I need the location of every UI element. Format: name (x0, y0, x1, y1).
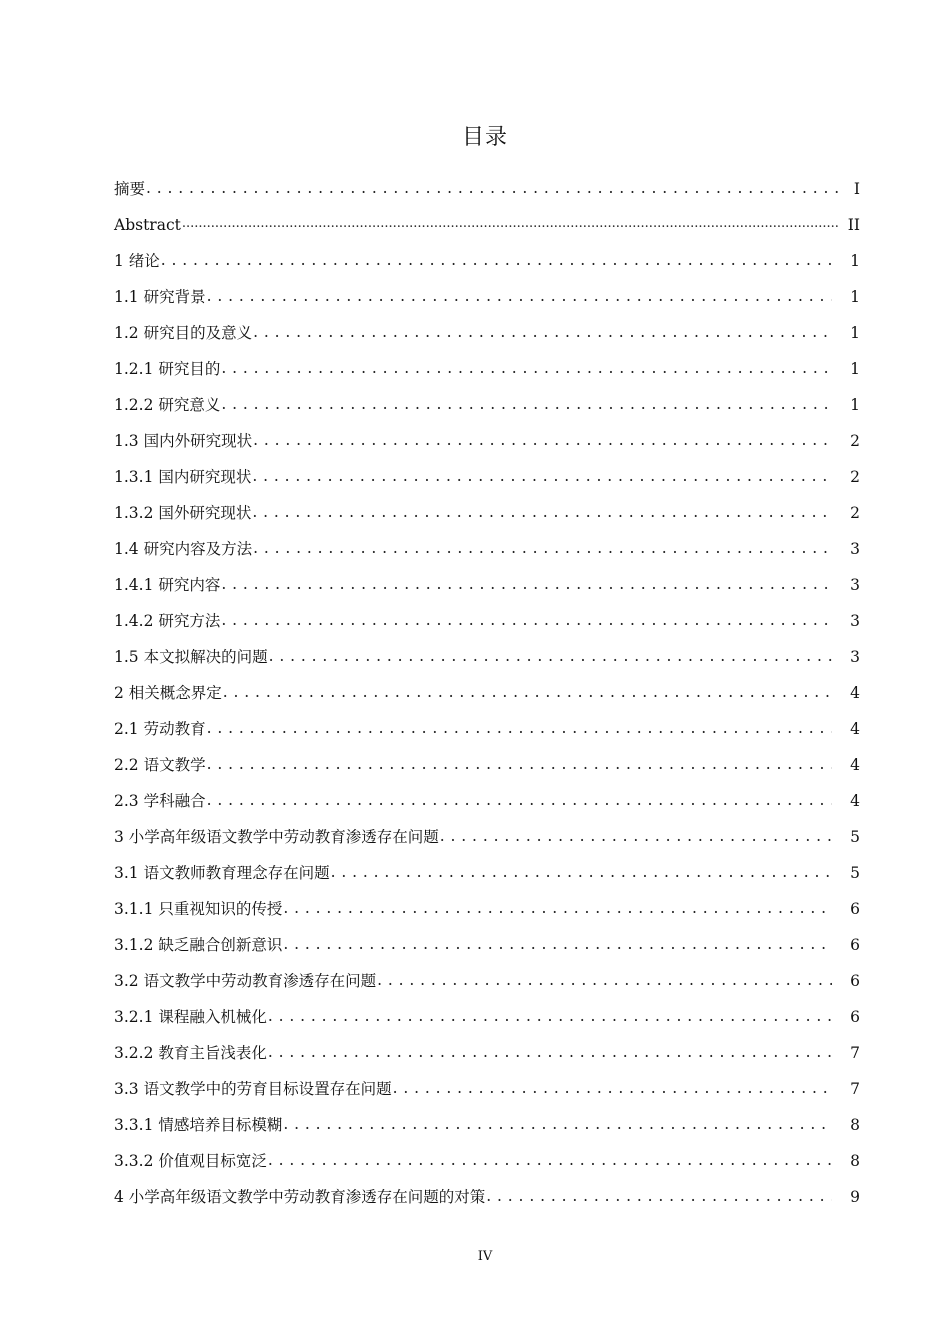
toc-leader-dots (269, 645, 832, 667)
toc-leader-dots (221, 357, 832, 379)
toc-entry[interactable] (114, 272, 860, 308)
toc-entry-page: 7 (850, 1044, 860, 1062)
toc-entry-label: 3.2.2 教育主旨浅表化 (114, 1044, 267, 1062)
toc-entry-page: II (847, 216, 860, 234)
toc-leader-dots (253, 537, 832, 559)
toc-entry[interactable] (114, 1064, 860, 1100)
toc-leader-dots (253, 321, 832, 343)
toc-entry[interactable] (114, 632, 860, 668)
toc-entry-page: 6 (850, 936, 860, 954)
toc-entry-label: 1.2.1 研究目的 (114, 360, 221, 378)
toc-leader-dots (207, 285, 832, 307)
toc-entry[interactable] (114, 884, 860, 920)
toc-entry-label: 3.1.1 只重视知识的传授 (114, 900, 283, 918)
toc-entry-label: 摘要 (114, 180, 146, 198)
toc-leader-dots (252, 501, 832, 523)
toc-entry-label: 3.2.1 课程融入机械化 (114, 1008, 267, 1026)
toc-entry[interactable] (114, 956, 860, 992)
toc-leader-dots (268, 1149, 832, 1171)
toc-entry-label: 4 小学高年级语文教学中劳动教育渗透存在问题的对策 (114, 1188, 486, 1206)
toc-leader-dots (268, 1041, 832, 1063)
toc-entry[interactable] (114, 452, 860, 488)
toc-entry[interactable] (114, 488, 860, 524)
toc-entry-page: 3 (850, 612, 860, 630)
toc-entry-page: 3 (850, 540, 860, 558)
toc-entry-label: 3.3 语文教学中的劳育目标设置存在问题 (114, 1080, 392, 1098)
toc-entry[interactable] (114, 1136, 860, 1172)
toc-leader-dots (283, 933, 832, 955)
toc-entry[interactable] (114, 344, 860, 380)
toc-leader-dots (223, 681, 832, 703)
toc-entry[interactable] (114, 308, 860, 344)
toc-entry-page: 4 (850, 756, 860, 774)
toc-entry-label: 2.3 学科融合 (114, 792, 206, 810)
toc-entry[interactable] (114, 776, 860, 812)
toc-leader-dots (252, 465, 832, 487)
toc-entry-label: 2.1 劳动教育 (114, 720, 206, 738)
toc-entry-label: 3.3.2 价值观目标宽泛 (114, 1152, 267, 1170)
toc-entry[interactable] (114, 848, 860, 884)
page-number-footer: IV (477, 1249, 493, 1264)
toc-entry[interactable] (114, 920, 860, 956)
toc-entry[interactable] (114, 1172, 860, 1208)
toc-entry-page: 5 (850, 864, 860, 882)
toc-entry-page: 5 (850, 828, 860, 846)
toc-leader-dots (207, 789, 832, 811)
toc-entry-page: 3 (850, 576, 860, 594)
toc-entry-label: 1.2.2 研究意义 (114, 396, 221, 414)
toc-leader-dots (283, 1113, 832, 1135)
toc-entry-label: 1.2 研究目的及意义 (114, 324, 253, 342)
toc-leader-dots (221, 393, 832, 415)
toc-leader-dots (146, 177, 840, 199)
toc-entry-page: 4 (850, 684, 860, 702)
toc-entry-page: 9 (850, 1188, 860, 1206)
toc-entry-page: 1 (850, 396, 860, 414)
toc-entry-page: I (853, 180, 860, 198)
toc-entry-page: 1 (850, 324, 860, 342)
toc-entry-page: 1 (850, 360, 860, 378)
toc-entry[interactable] (114, 740, 860, 776)
toc-entry[interactable] (114, 704, 860, 740)
toc-entry-page: 4 (850, 720, 860, 738)
toc-entry-label: 3.3.1 情感培养目标模糊 (114, 1116, 283, 1134)
toc-entry-page: 7 (850, 1080, 860, 1098)
toc-entry[interactable] (114, 992, 860, 1028)
toc-entry-page: 2 (850, 504, 860, 522)
toc-entry-page: 1 (850, 252, 860, 270)
toc-entry[interactable] (114, 560, 860, 596)
toc-entry[interactable] (114, 200, 860, 236)
toc-entry-page: 8 (850, 1116, 860, 1134)
toc-entry[interactable] (114, 1100, 860, 1136)
table-of-contents (114, 164, 860, 1208)
toc-entry-label: 1.3 国内外研究现状 (114, 432, 253, 450)
toc-entry-label: 2.2 语文教学 (114, 756, 206, 774)
toc-entry[interactable] (114, 236, 860, 272)
toc-leader-dots (331, 861, 832, 883)
toc-leader-dots (161, 249, 832, 271)
toc-entry-label: 1 绪论 (114, 252, 160, 270)
toc-entry-page: 3 (850, 648, 860, 666)
toc-leader-dots (207, 753, 832, 775)
toc-entry-page: 8 (850, 1152, 860, 1170)
toc-entry-label: 1.4.1 研究内容 (114, 576, 221, 594)
toc-entry-label: 3.1 语文教师教育理念存在问题 (114, 864, 330, 882)
toc-entry[interactable] (114, 596, 860, 632)
toc-entry[interactable] (114, 812, 860, 848)
toc-title: 目录 (461, 125, 508, 150)
toc-entry-label: 3 小学高年级语文教学中劳动教育渗透存在问题 (114, 828, 439, 846)
toc-entry-label: 2 相关概念界定 (114, 684, 222, 702)
toc-leader-dots (377, 969, 832, 991)
toc-entry-label: 3.2 语文教学中劳动教育渗透存在问题 (114, 972, 377, 990)
toc-leader-dots (440, 825, 832, 847)
toc-leader-dots (253, 429, 832, 451)
toc-entry-label: 1.3.1 国内研究现状 (114, 468, 252, 486)
toc-entry-label: 1.3.2 国外研究现状 (114, 504, 252, 522)
toc-entry-label: Abstract (114, 216, 181, 234)
toc-leader-dots (268, 1005, 832, 1027)
toc-entry[interactable] (114, 380, 860, 416)
toc-entry-page: 2 (850, 468, 860, 486)
toc-leader-dots (486, 1185, 832, 1207)
toc-entry-page: 2 (850, 432, 860, 450)
toc-entry-page: 6 (850, 900, 860, 918)
toc-entry[interactable] (114, 164, 860, 200)
toc-entry-label: 1.4 研究内容及方法 (114, 540, 253, 558)
toc-entry-label: 3.1.2 缺乏融合创新意识 (114, 936, 283, 954)
toc-leader-dots (221, 573, 832, 595)
toc-leader-dots (283, 897, 832, 919)
toc-entry-label: 1.5 本文拟解决的问题 (114, 648, 268, 666)
toc-entry-page: 6 (850, 1008, 860, 1026)
toc-leader-dots (182, 211, 840, 235)
toc-entry[interactable] (114, 524, 860, 560)
toc-entry-label: 1.4.2 研究方法 (114, 612, 221, 630)
toc-entry-label: 1.1 研究背景 (114, 288, 206, 306)
toc-leader-dots (207, 717, 832, 739)
toc-entry-page: 6 (850, 972, 860, 990)
toc-entry[interactable] (114, 1028, 860, 1064)
toc-leader-dots (221, 609, 832, 631)
toc-entry[interactable] (114, 416, 860, 452)
toc-leader-dots (393, 1077, 832, 1099)
toc-entry-page: 4 (850, 792, 860, 810)
toc-entry-page: 1 (850, 288, 860, 306)
toc-entry[interactable] (114, 668, 860, 704)
